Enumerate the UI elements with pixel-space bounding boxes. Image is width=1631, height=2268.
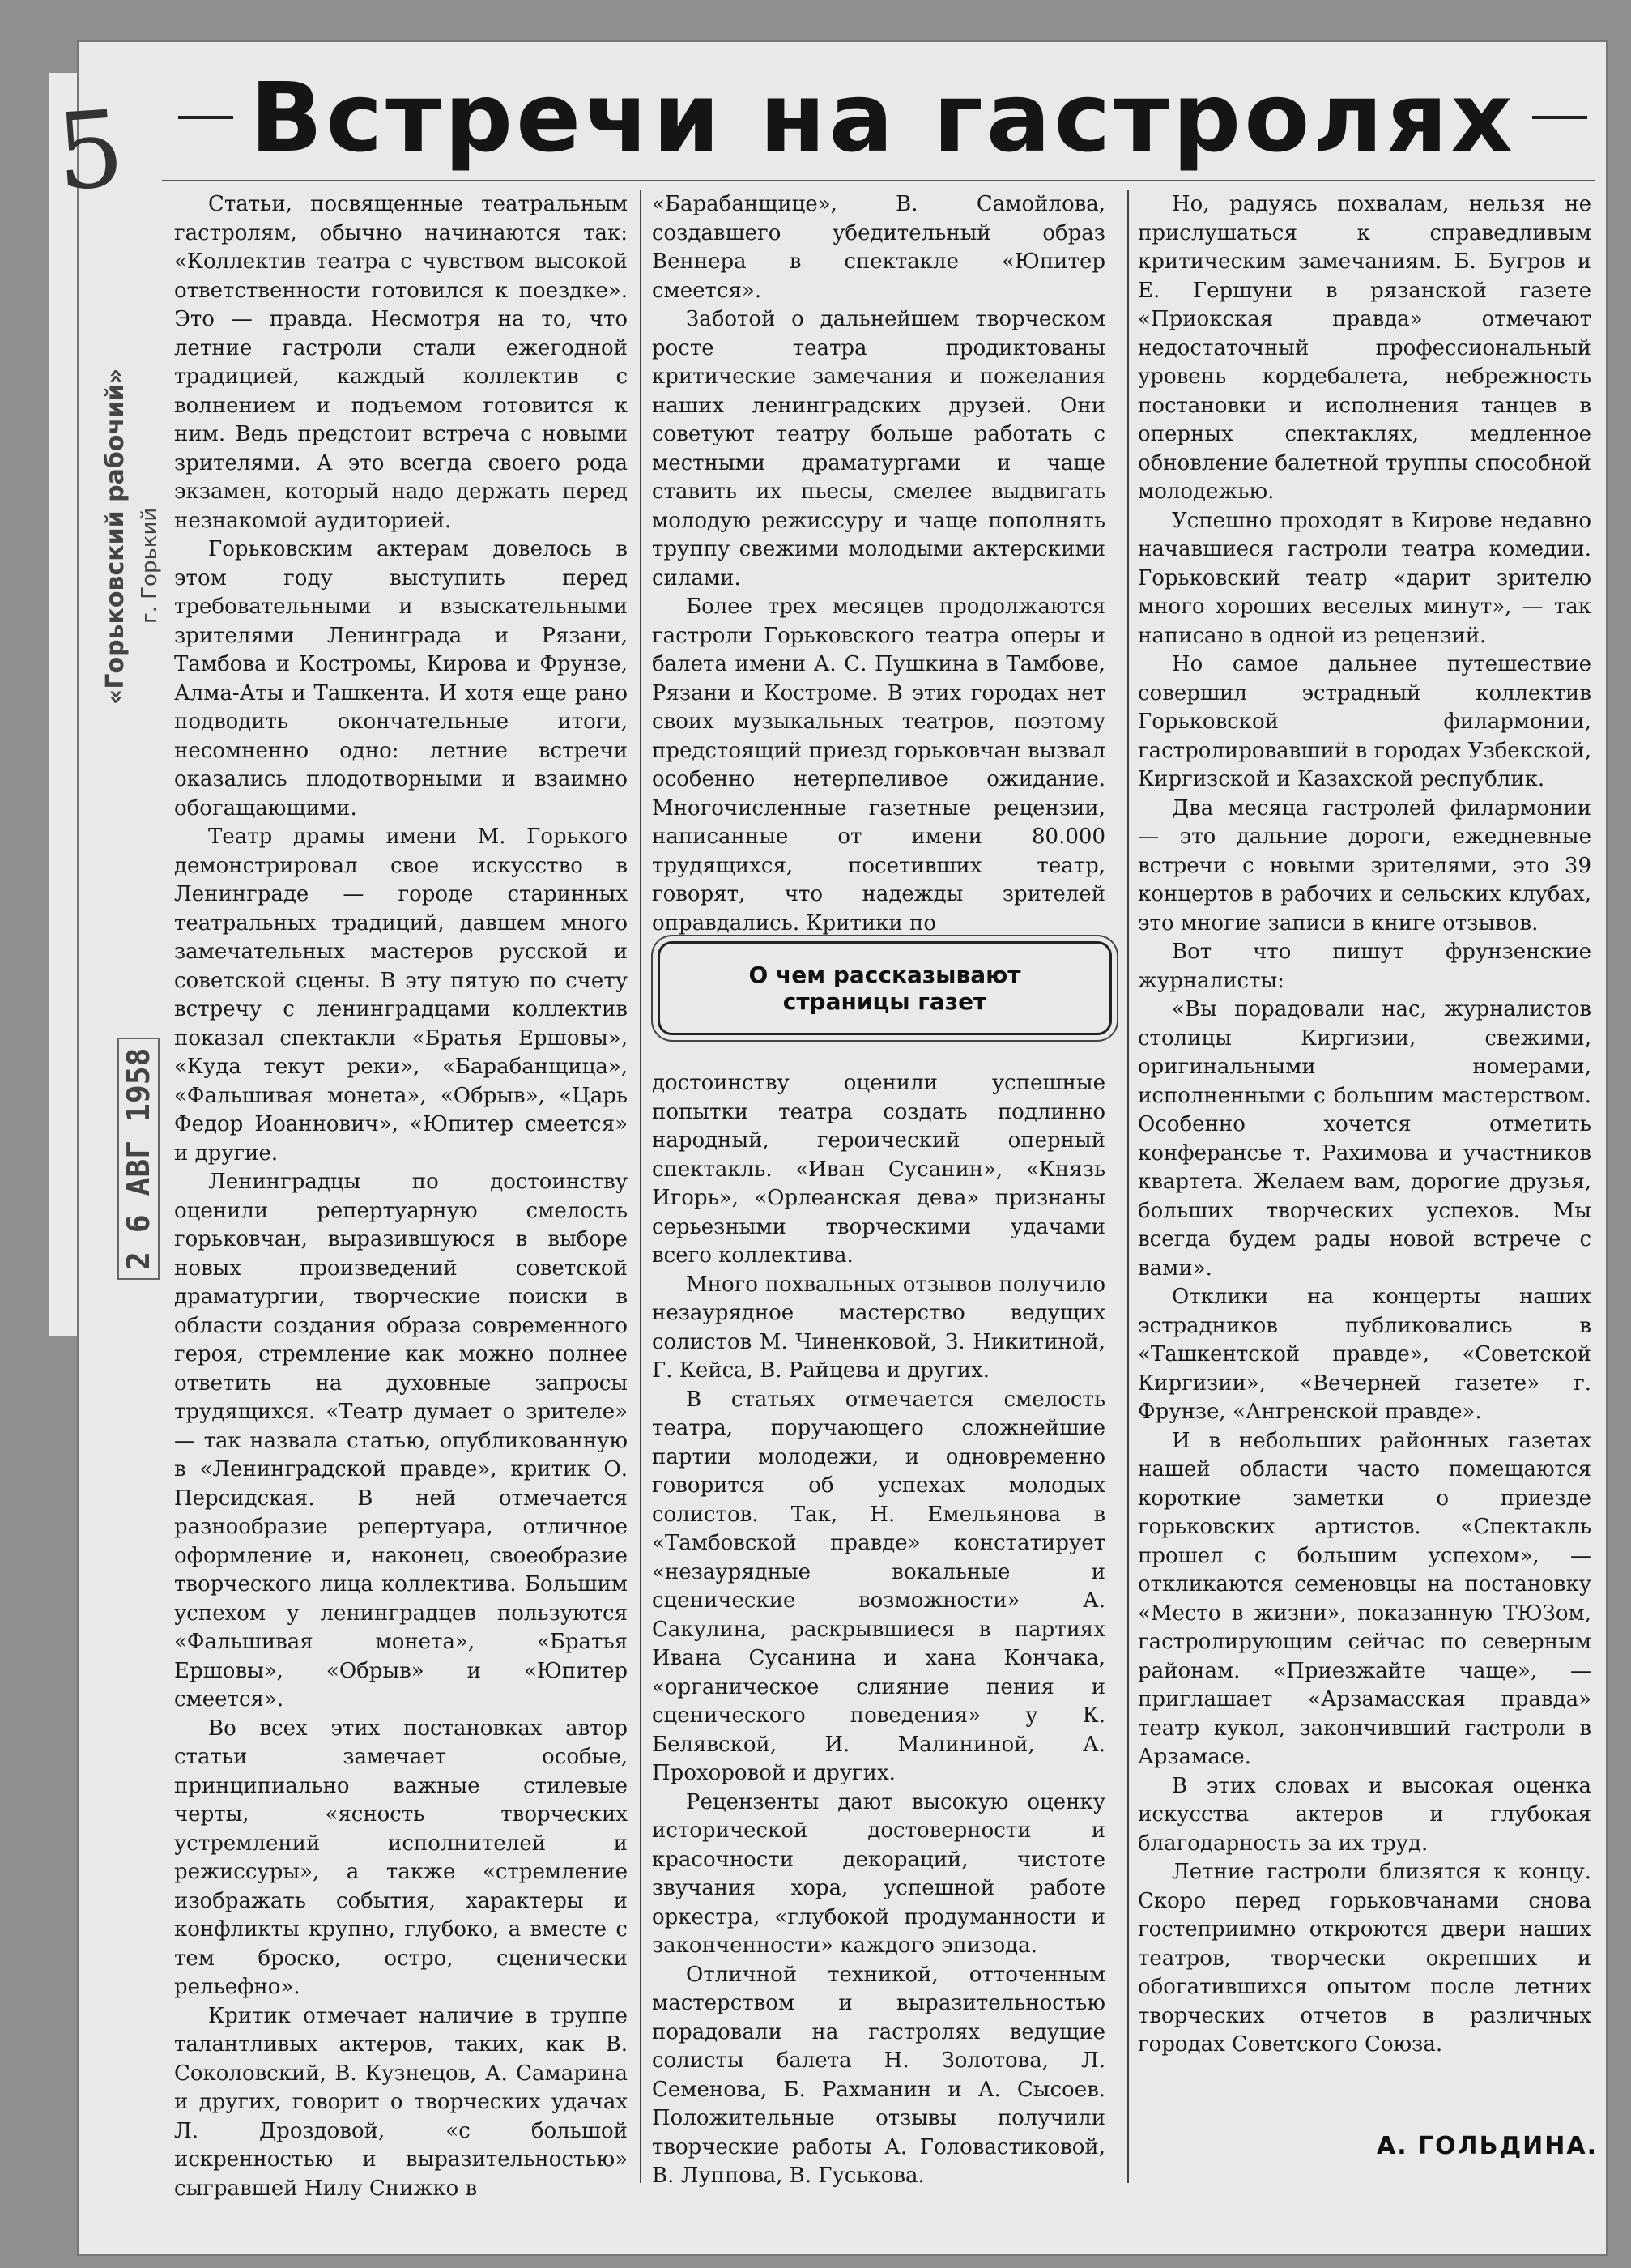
paragraph: Во всех этих постановках автор статьи замечает особые, принципиально важные стилевые черты, «ясность творческих устремлений исполнителей и режиссуры», а также «стремление изображать события, характеры и конфликты крупно, глубоко, а вместе с тем броско, остро, сценически рельефно». (174, 1716, 628, 1999)
paragraph: Горьковским актерам довелось в этом году выступить перед требовательными и взыскательными зрителями Ленинграда и Рязани, Тамбова и Костромы, Кирова и Фрунзе, Алма-Аты и Ташкента. И хотя еще рано подводить окончательные итоги, несомненно одно: летние встречи оказались плодотворными и взаимно обогащающими. (174, 537, 628, 821)
paragraph: «Барабанщице», В. Самойлова, создавшего убедительный образ Веннера в спектакле «Юпитер смеется». (652, 192, 1105, 303)
headline-rule-left (178, 116, 233, 119)
article-headline (162, 57, 1603, 178)
paragraph: Летние гастроли близятся к концу. Скоро перед горьковчанами снова гостеприимно откроются двери наших театров, творчески окрепших и обогатившихся опытом после летних творческих отчетов в различных городах Советского Союза. (1138, 1860, 1591, 2057)
paragraph: Но самое дальнее путешествие совершил эстрадный коллектив Горьковской филармонии, гастролировавший в городах Узбекской, Киргизской и Казахской республик. (1138, 652, 1591, 791)
handwritten-mark: 5 (52, 87, 128, 215)
date-stamp: 2 6 АВГ 1958 (117, 1038, 160, 1280)
paragraph: Заботой о дальнейшем творческом росте театра продиктованы критические замечания и пожелания наших ленинградских друзей. Они советуют театру больше работать с местными драматургами и чаще ставить их пьесы, смелее выдвигать молодую режиссуру и чаще пополнять труппу свежими молодыми актерскими силами. (652, 307, 1105, 590)
paragraph: Критик отмечает наличие в труппе талантливых актеров, таких, как В. Соколовский, В. Кузнецов, А. Самарина и других, говорит о творческих удачах Л. Дроздовой, «с большой искренностью и выразительностью» сыгравшей Нилу Снижко в (174, 2003, 628, 2201)
paragraph: Статьи, посвященные театральным гастролям, обычно начинаются так: «Коллектив театра с чувством высокой ответственности готовился к поездке». Это — правда. Несмотря на то, что летние гастроли стали ежегодной традицией, каждый коллектив с волнением и подъемом готовится к ним. Ведь предстоит встреча с новыми зрителями. А это всегда своего рода экзамен, который надо держать перед незнакомой аудиторией. (174, 192, 628, 533)
headline-rule-right (1532, 116, 1587, 119)
column-divider (1127, 190, 1129, 2183)
column-divider (640, 190, 641, 2183)
paragraph: Два месяца гастролей филармонии — это дальние дороги, ежедневные встречи с новыми зрителями, это 39 концертов в рабочих и сельских клубах, это многие записи в книге отзывов. (1138, 795, 1591, 936)
title-divider (162, 180, 1595, 181)
article-title: Встречи на гастролях (249, 62, 1516, 173)
paragraph: Рецензенты дают высокую оценку исторической достоверности и красочности декораций, чистоте звучания хора, успешной работе оркестра, «глубокой продуманности и законченности» каждого эпизода. (652, 1789, 1105, 1958)
paragraph: Вот что пишут фрунзенские журналисты: (1138, 940, 1591, 993)
paragraph: И в небольших районных газетах нашей области часто помещаются короткие заметки о приезде горьковских артистов. «Спектакль прошел с большим успехом», — откликаются семеновцы на постановку «Место в жизни», показанную ТЮЗом, гастролирующим сейчас по северным районам. «Приезжайте чаще», — приглашает «Арзамасская правда» театр кукол, закончивший гастроли в Арзамасе. (1138, 1428, 1591, 1769)
paragraph: Отличной техникой, отточенным мастерством и выразительностью порадовали на гастролях ведущие солисты балета Н. Золотова, Л. Семенова, Б. Рахманин и А. Сысоев. Положительные отзывы получили творческие работы А. Головастиковой, В. Луппова, В. Гуськова. (652, 1962, 1105, 2188)
article-column-2-top (652, 190, 1105, 938)
paragraph: Успешно проходят в Кирове недавно начавшиеся гастроли театра комедии. Горьковский театр «дарит зрителю много хороших веселых минут», — так написано в одной из рецензий. (1138, 508, 1591, 648)
article-column-2-bottom (652, 1069, 1105, 2191)
paragraph: В статьях отмечается смелость театра, поручающего сложнейшие партии молодежи, и одновременно говорится об успехах молодых солистов. Так, Н. Емельянова в «Тамбовской правде» констатирует «незаурядные вокальные и сценические возможности» А. Сакулина, раскрывшиеся в партиях Ивана Сусанина и хана Кончака, «органическое слияние пения и сценического поведения» у К. Белявской, И. Малининой, А. Прохоровой и других. (652, 1387, 1105, 1785)
paragraph: достоинству оценили успешные попытки театра создать подлинно народный, героический оперный спектакль. «Иван Сусанин», «Князь Игорь», «Орлеанская дева» признаны серьезными творческими удачами всего коллектива. (652, 1071, 1105, 1268)
article-column-3 (1138, 190, 1591, 2060)
newspaper-source: «Горьковский рабочий» (101, 368, 130, 705)
newspaper-city: г. Горький (138, 507, 162, 624)
article-column-1 (174, 190, 628, 2203)
subheading-line-1: О чем рассказывают (748, 961, 1021, 988)
subheading-line-2: страницы газет (782, 988, 987, 1015)
paragraph: Отклики на концерты наших эстрадников публиковались в «Ташкентской правде», «Советской Киргизии», «Вечерней газете» г. Фрунзе, «Ангренской правде». (1138, 1285, 1591, 1424)
paragraph: Ленинградцы по достоинству оценили репертуарную смелость горьковчан, выразившуюся в выборе новых произведений советской драматургии, творческие поиски в области создания образа современного героя, стремление как можно полнее ответить на духовные запросы трудящихся. «Театр думает о зрителе» — так назвала статью, опубликованную в «Ленинградской правде», критик О. Персидская. В ней отмечается разнообразие репертуара, отличное оформление и, наконец, своеобразие творческого лица коллектива. Большим успехом у ленинградцев пользуются «Фальшивая монета», «Братья Ершовы», «Обрыв» и «Юпитер смеется». (174, 1170, 628, 1712)
subheading-box (658, 941, 1112, 1035)
paragraph: В этих словах и высокая оценка искусства актеров и глубокая благодарность за их труд. (1138, 1773, 1591, 1856)
paragraph: Театр драмы имени М. Горького демонстрировал свое искусство в Ленинграде — городе старинных театральных традиций, давшем много замечательных мастеров русской и советской сцены. В эту пятую по счету встречу с ленинградцами коллектив показал спектакли «Братья Ершовы», «Куда текут реки», «Барабанщица», «Фальшивая монета», «Обрыв», «Царь Федор Иоаннович», «Юпитер смеется» и другие. (174, 825, 628, 1166)
paragraph: Много похвальных отзывов получило незаурядное мастерство ведущих солистов М. Чиненковой, З. Никитиной, Г. Кейса, В. Райцева и других. (652, 1272, 1105, 1383)
paragraph: Более трех месяцев продолжаются гастроли Горьковского театра оперы и балета имени А. С. Пушкина в Тамбове, Рязани и Костроме. В этих городах нет своих музыкальных театров, поэтому предстоящий приезд горьковчан вызвал особенно нетерпеливое ожидание. Многочисленные газетные рецензии, написанные от имени 80.000 трудящихся, посетивших театр, говорят, что надежды зрителей оправдались. Критики по (652, 595, 1105, 936)
author-signature: А. ГОЛЬДИНА. (1377, 2132, 1599, 2160)
paragraph: Но, радуясь похвалам, нельзя не прислушаться к справедливым критическим замечаниям. Б. Бугров и Е. Гершуни в рязанской газете «Приокская правда» отмечают недостаточный профессиональный уровень кордебалета, небрежность постановки и исполнения танцев в оперных спектаклях, медленное обновление балетной труппы способной молодежью. (1138, 192, 1591, 504)
paragraph: «Вы порадовали нас, журналистов столицы Киргизии, свежими, оригинальными номерами, исполненными с большим мастерством. Особенно хочется отметить конферансье т. Рахимова и участников квартета. Желаем вам, дорогие друзья, больших творческих успехов. Мы всегда будем рады новой встрече с вами». (1138, 997, 1591, 1281)
